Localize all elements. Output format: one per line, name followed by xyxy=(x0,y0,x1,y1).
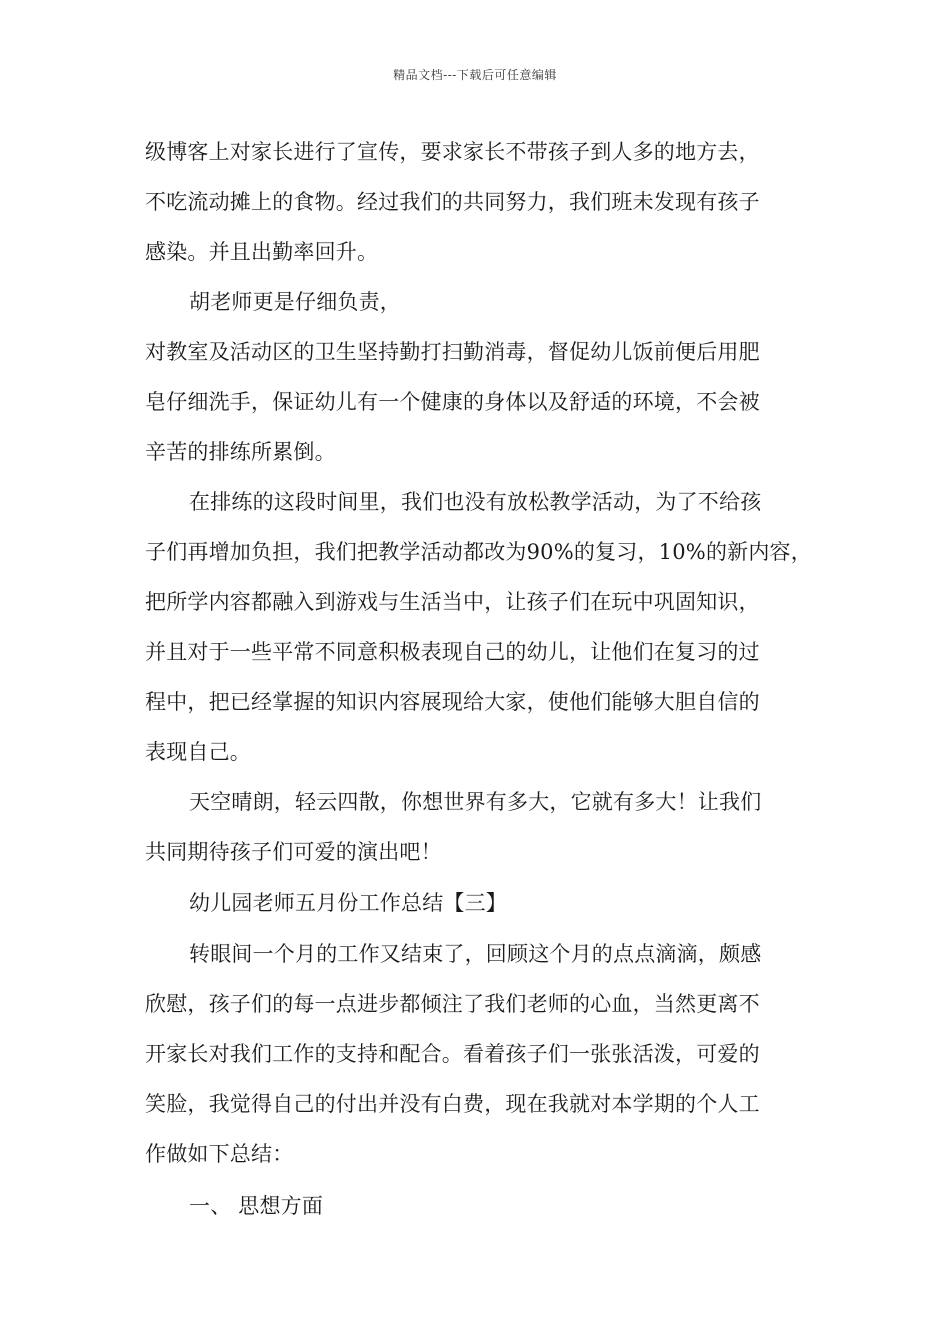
text-line: 皂仔细洗手，保证幼儿有一个健康的身体以及舒适的环境，不会被 xyxy=(145,390,760,414)
text-line: 作做如下总结： xyxy=(145,1142,294,1166)
text-line: 表现自己。 xyxy=(145,740,251,764)
text-line: 不吃流动摊上的食物。经过我们的共同努力，我们班未发现有孩子 xyxy=(145,190,760,214)
text-line: 笑脸，我觉得自己的付出并没有白费，现在我就对本学期的个人工 xyxy=(145,1092,760,1116)
paragraph-5 xyxy=(145,929,825,1179)
text-line: 开家长对我们工作的支持和配合。看着孩子们一张张活泼，可爱的 xyxy=(145,1042,760,1066)
text-line: 共同期待孩子们可爱的演出吧！ xyxy=(145,840,442,864)
paragraph-4 xyxy=(145,777,825,877)
text-line: 天空晴朗，轻云四散，你想世界有多大，它就有多大！让我们 xyxy=(189,790,762,814)
text-line: 级博客上对家长进行了宣传，要求家长不带孩子到人多的地方去， xyxy=(145,140,760,164)
paragraph-3 xyxy=(145,477,825,777)
paragraph-2 xyxy=(145,277,825,477)
text-line: 欣慰，孩子们的每一点进步都倾注了我们老师的心血，当然更离不 xyxy=(145,992,760,1016)
text-line: 对教室及活动区的卫生坚持勤打扫勤消毒，督促幼儿饭前便后用肥 xyxy=(145,340,760,364)
paragraph-1 xyxy=(145,127,825,277)
text-line: 把所学内容都融入到游戏与生活当中，让孩子们在玩中巩固知识， xyxy=(145,590,760,614)
subsection-heading: 一、 思想方面 xyxy=(189,1194,324,1218)
text-line: 感染。并且出勤率回升。 xyxy=(145,240,379,264)
text-line: 胡老师更是仔细负责， xyxy=(189,290,401,314)
document-body xyxy=(145,127,825,1233)
text-line: 转眼间一个月的工作又结束了，回顾这个月的点点滴滴，颇感 xyxy=(189,942,762,966)
text-line: 在排练的这段时间里，我们也没有放松教学活动，为了不给孩 xyxy=(189,490,762,514)
text-line: 程中，把已经掌握的知识内容展现给大家，使他们能够大胆自信的 xyxy=(145,690,760,714)
text-line: 并且对于一些平常不同意积极表现自己的幼儿，让他们在复习的过 xyxy=(145,640,760,664)
text-line: 辛苦的排练所累倒。 xyxy=(145,440,336,464)
text-line: 子们再增加负担，我们把教学活动都改为90%的复习，10%的新内容， xyxy=(145,540,812,564)
section-heading: 幼儿园老师五月份工作总结【三】 xyxy=(189,891,507,915)
page-header: 精品文档---下载后可任意编辑 xyxy=(393,68,557,82)
